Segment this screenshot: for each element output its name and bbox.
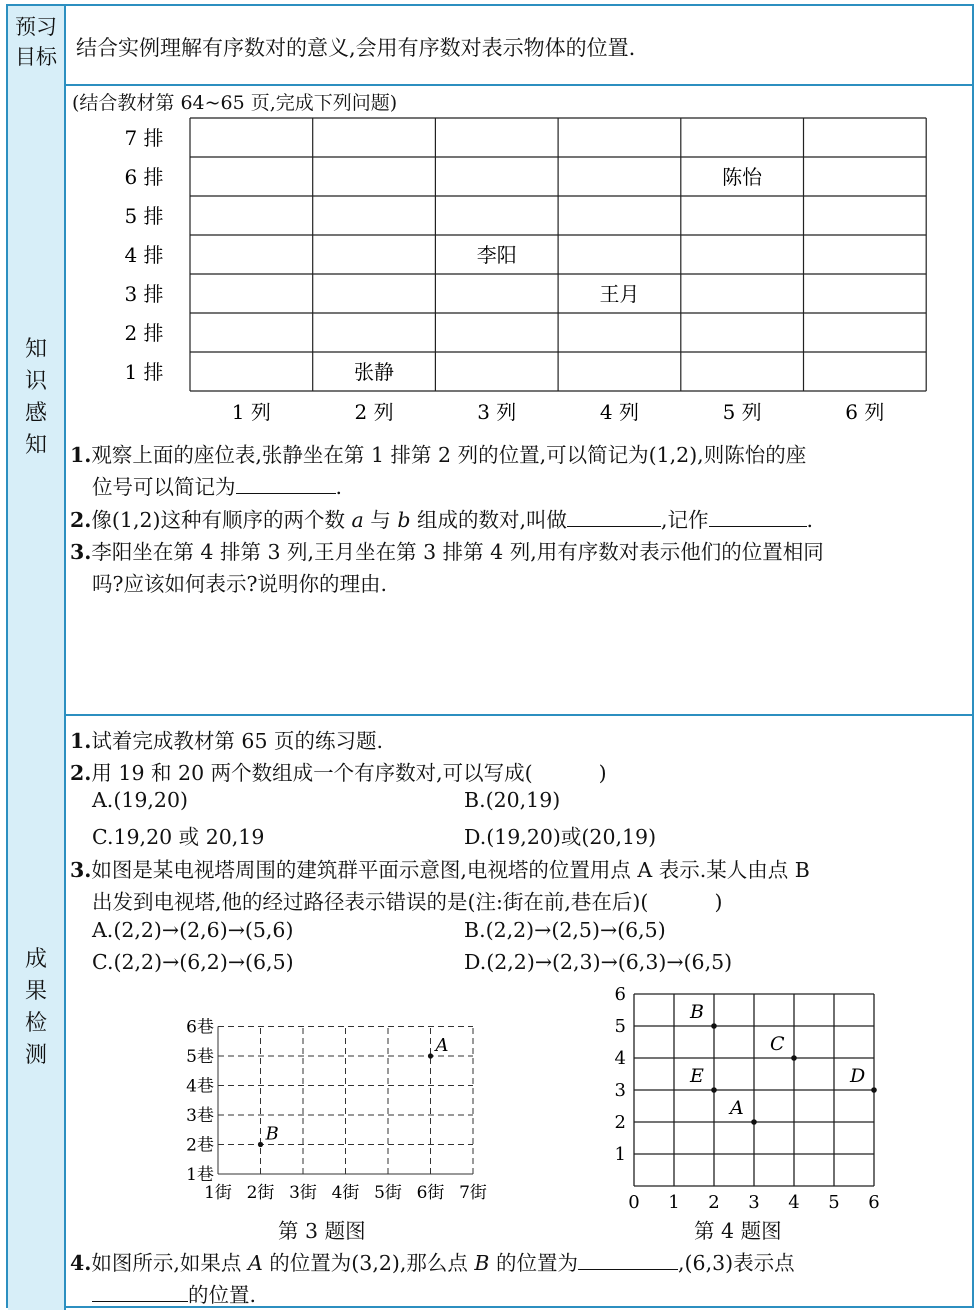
street-label: 7街 bbox=[459, 1183, 487, 1203]
fig4-y-tick: 4 bbox=[614, 1048, 626, 1069]
fig4-point-label: B bbox=[690, 1001, 704, 1023]
fig4-point bbox=[751, 1119, 757, 1125]
test-label-cell bbox=[8, 714, 66, 1310]
col-label: 3 列 bbox=[477, 400, 517, 424]
row-label: 3 排 bbox=[124, 282, 164, 306]
test-label: 成 果 检 测 bbox=[24, 947, 47, 1068]
t3-option-a: A.(2,2)→(2,6)→(5,6) bbox=[92, 918, 294, 942]
fig4-point bbox=[711, 1087, 717, 1093]
street-label: 1街 bbox=[204, 1183, 232, 1203]
street-label: 4街 bbox=[331, 1183, 360, 1203]
lane-label: 3巷 bbox=[186, 1106, 214, 1126]
lane-label: 2巷 bbox=[186, 1135, 214, 1156]
row-label: 2 排 bbox=[124, 321, 164, 345]
figure-4 bbox=[606, 982, 886, 1212]
worksheet bbox=[6, 4, 974, 1308]
figure-3 bbox=[158, 1004, 498, 1204]
lane-label: 4巷 bbox=[186, 1076, 214, 1097]
seating-grid bbox=[190, 118, 926, 391]
knowledge-intro: (结合教材第 64~65 页,完成下列问题) bbox=[72, 92, 398, 114]
fig4-x-tick: 1 bbox=[668, 1192, 680, 1212]
fig4-y-tick: 2 bbox=[614, 1112, 626, 1133]
fig4-point bbox=[711, 1023, 717, 1029]
t2-option-a: A.(19,20) bbox=[92, 788, 189, 812]
student-name: 陈怡 bbox=[722, 165, 763, 189]
goal-label: 预习 目标 bbox=[15, 15, 57, 69]
knowledge-label: 知 识 感 知 bbox=[24, 337, 47, 458]
fig4-y-tick: 5 bbox=[614, 1016, 626, 1037]
fig4-point-label: D bbox=[850, 1065, 866, 1087]
k-question-3: 3.李阳坐在第 4 排第 3 列,王月坐在第 3 排第 4 列,用有序数对表示他们的位置相同 bbox=[70, 540, 824, 564]
answer-blank[interactable] bbox=[92, 1283, 188, 1302]
fig4-x-tick: 4 bbox=[788, 1192, 800, 1212]
k-question-2: 2.像(1,2)这种有顺序的两个数 a 与 b 组成的数对,叫做 ,记作 . bbox=[70, 508, 814, 532]
row-label: 7 排 bbox=[124, 126, 164, 150]
figure-3-caption: 第 3 题图 bbox=[278, 1219, 366, 1243]
knowledge-label-cell bbox=[8, 84, 66, 714]
t3-option-b: B.(2,2)→(2,5)→(6,5) bbox=[464, 918, 666, 942]
col-label: 1 列 bbox=[231, 400, 271, 424]
answer-blank[interactable] bbox=[236, 475, 336, 494]
seating-row-labels bbox=[124, 126, 163, 384]
seating-col-labels bbox=[232, 400, 885, 424]
answer-blank[interactable] bbox=[567, 508, 661, 527]
fig4-x-tick: 6 bbox=[868, 1192, 880, 1212]
fig4-x-tick: 2 bbox=[708, 1192, 720, 1212]
t2-option-d: D.(19,20)或(20,19) bbox=[464, 825, 657, 849]
fig3-points bbox=[258, 1035, 449, 1147]
fig4-labels bbox=[615, 984, 880, 1212]
fig4-y-tick: 1 bbox=[614, 1144, 626, 1165]
col-label: 4 列 bbox=[599, 400, 639, 424]
fig3-point-label: B bbox=[265, 1123, 279, 1145]
fig4-x-tick: 0 bbox=[628, 1192, 640, 1212]
k-question-1-cont: 位号可以简记为 . bbox=[92, 475, 343, 499]
t2-option-b: B.(20,19) bbox=[464, 788, 561, 812]
answer-blank[interactable] bbox=[578, 1251, 678, 1270]
divider bbox=[8, 714, 972, 716]
street-label: 6街 bbox=[416, 1183, 445, 1203]
k-question-1: 1.观察上面的座位表,张静坐在第 1 排第 2 列的位置,可以简记为(1,2),则陈怡的座 bbox=[70, 443, 807, 467]
fig3-point-label: A bbox=[435, 1035, 449, 1056]
student-name: 王月 bbox=[599, 282, 640, 306]
t3-option-d: D.(2,2)→(2,3)→(6,3)→(6,5) bbox=[464, 950, 733, 974]
lane-label: 6巷 bbox=[186, 1017, 214, 1038]
col-label: 2 列 bbox=[354, 400, 394, 424]
answer-blank[interactable] bbox=[709, 508, 807, 527]
figure-4-caption: 第 4 题图 bbox=[694, 1219, 782, 1243]
fig4-y-tick: 6 bbox=[614, 984, 626, 1005]
lane-label: 5巷 bbox=[186, 1047, 214, 1067]
k-question-3-cont: 吗?应该如何表示?说明你的理由. bbox=[92, 572, 387, 596]
row-label: 1 排 bbox=[124, 360, 164, 384]
t-question-2: 2.用 19 和 20 两个数组成一个有序数对,可以写成( ) bbox=[70, 761, 607, 785]
fig4-x-tick: 5 bbox=[828, 1192, 840, 1212]
fig4-x-tick: 3 bbox=[748, 1192, 760, 1212]
col-label: 5 列 bbox=[722, 400, 762, 424]
goal-text: 结合实例理解有序数对的意义,会用有序数对表示物体的位置. bbox=[76, 36, 636, 60]
lane-label: 1巷 bbox=[186, 1165, 214, 1185]
divider bbox=[8, 84, 972, 86]
fig4-point-label: A bbox=[730, 1097, 744, 1119]
street-label: 2街 bbox=[246, 1183, 275, 1203]
row-label: 4 排 bbox=[124, 243, 164, 267]
fig4-point bbox=[791, 1055, 797, 1061]
row-label: 5 排 bbox=[124, 204, 164, 228]
fig3-point bbox=[258, 1142, 263, 1147]
row-label: 6 排 bbox=[124, 165, 164, 189]
fig4-point-label: E bbox=[690, 1065, 704, 1087]
street-label: 3街 bbox=[289, 1183, 317, 1203]
t3-option-c: C.(2,2)→(6,2)→(6,5) bbox=[92, 950, 294, 974]
fig4-points bbox=[689, 1001, 877, 1125]
fig4-point-label: C bbox=[770, 1033, 785, 1055]
fig4-grid bbox=[634, 994, 874, 1186]
t-question-4-cont: 的位置. bbox=[92, 1278, 256, 1308]
fig4-point bbox=[871, 1087, 877, 1093]
t-question-3-cont: 出发到电视塔,他的经过路径表示错误的是(注:街在前,巷在后)( ) bbox=[92, 890, 723, 914]
t-question-1: 1.试着完成教材第 65 页的练习题. bbox=[70, 729, 384, 753]
t2-option-c: C.19,20 或 20,19 bbox=[92, 825, 265, 849]
street-label: 5街 bbox=[374, 1183, 402, 1203]
fig3-point bbox=[428, 1053, 433, 1058]
t-question-4: 4.如图所示,如果点 A 的位置为(3,2),那么点 B 的位置为 ,(6,3)表示点 bbox=[70, 1251, 795, 1275]
seating-chart bbox=[68, 114, 968, 434]
fig4-y-tick: 3 bbox=[614, 1080, 626, 1101]
t-question-3: 3.如图是某电视塔周围的建筑群平面示意图,电视塔的位置用点 A 表示.某人由点 B bbox=[70, 858, 810, 882]
student-name: 张静 bbox=[354, 360, 395, 384]
col-label: 6 列 bbox=[845, 400, 885, 424]
student-name: 李阳 bbox=[476, 243, 517, 267]
goal-label-cell bbox=[8, 6, 66, 84]
